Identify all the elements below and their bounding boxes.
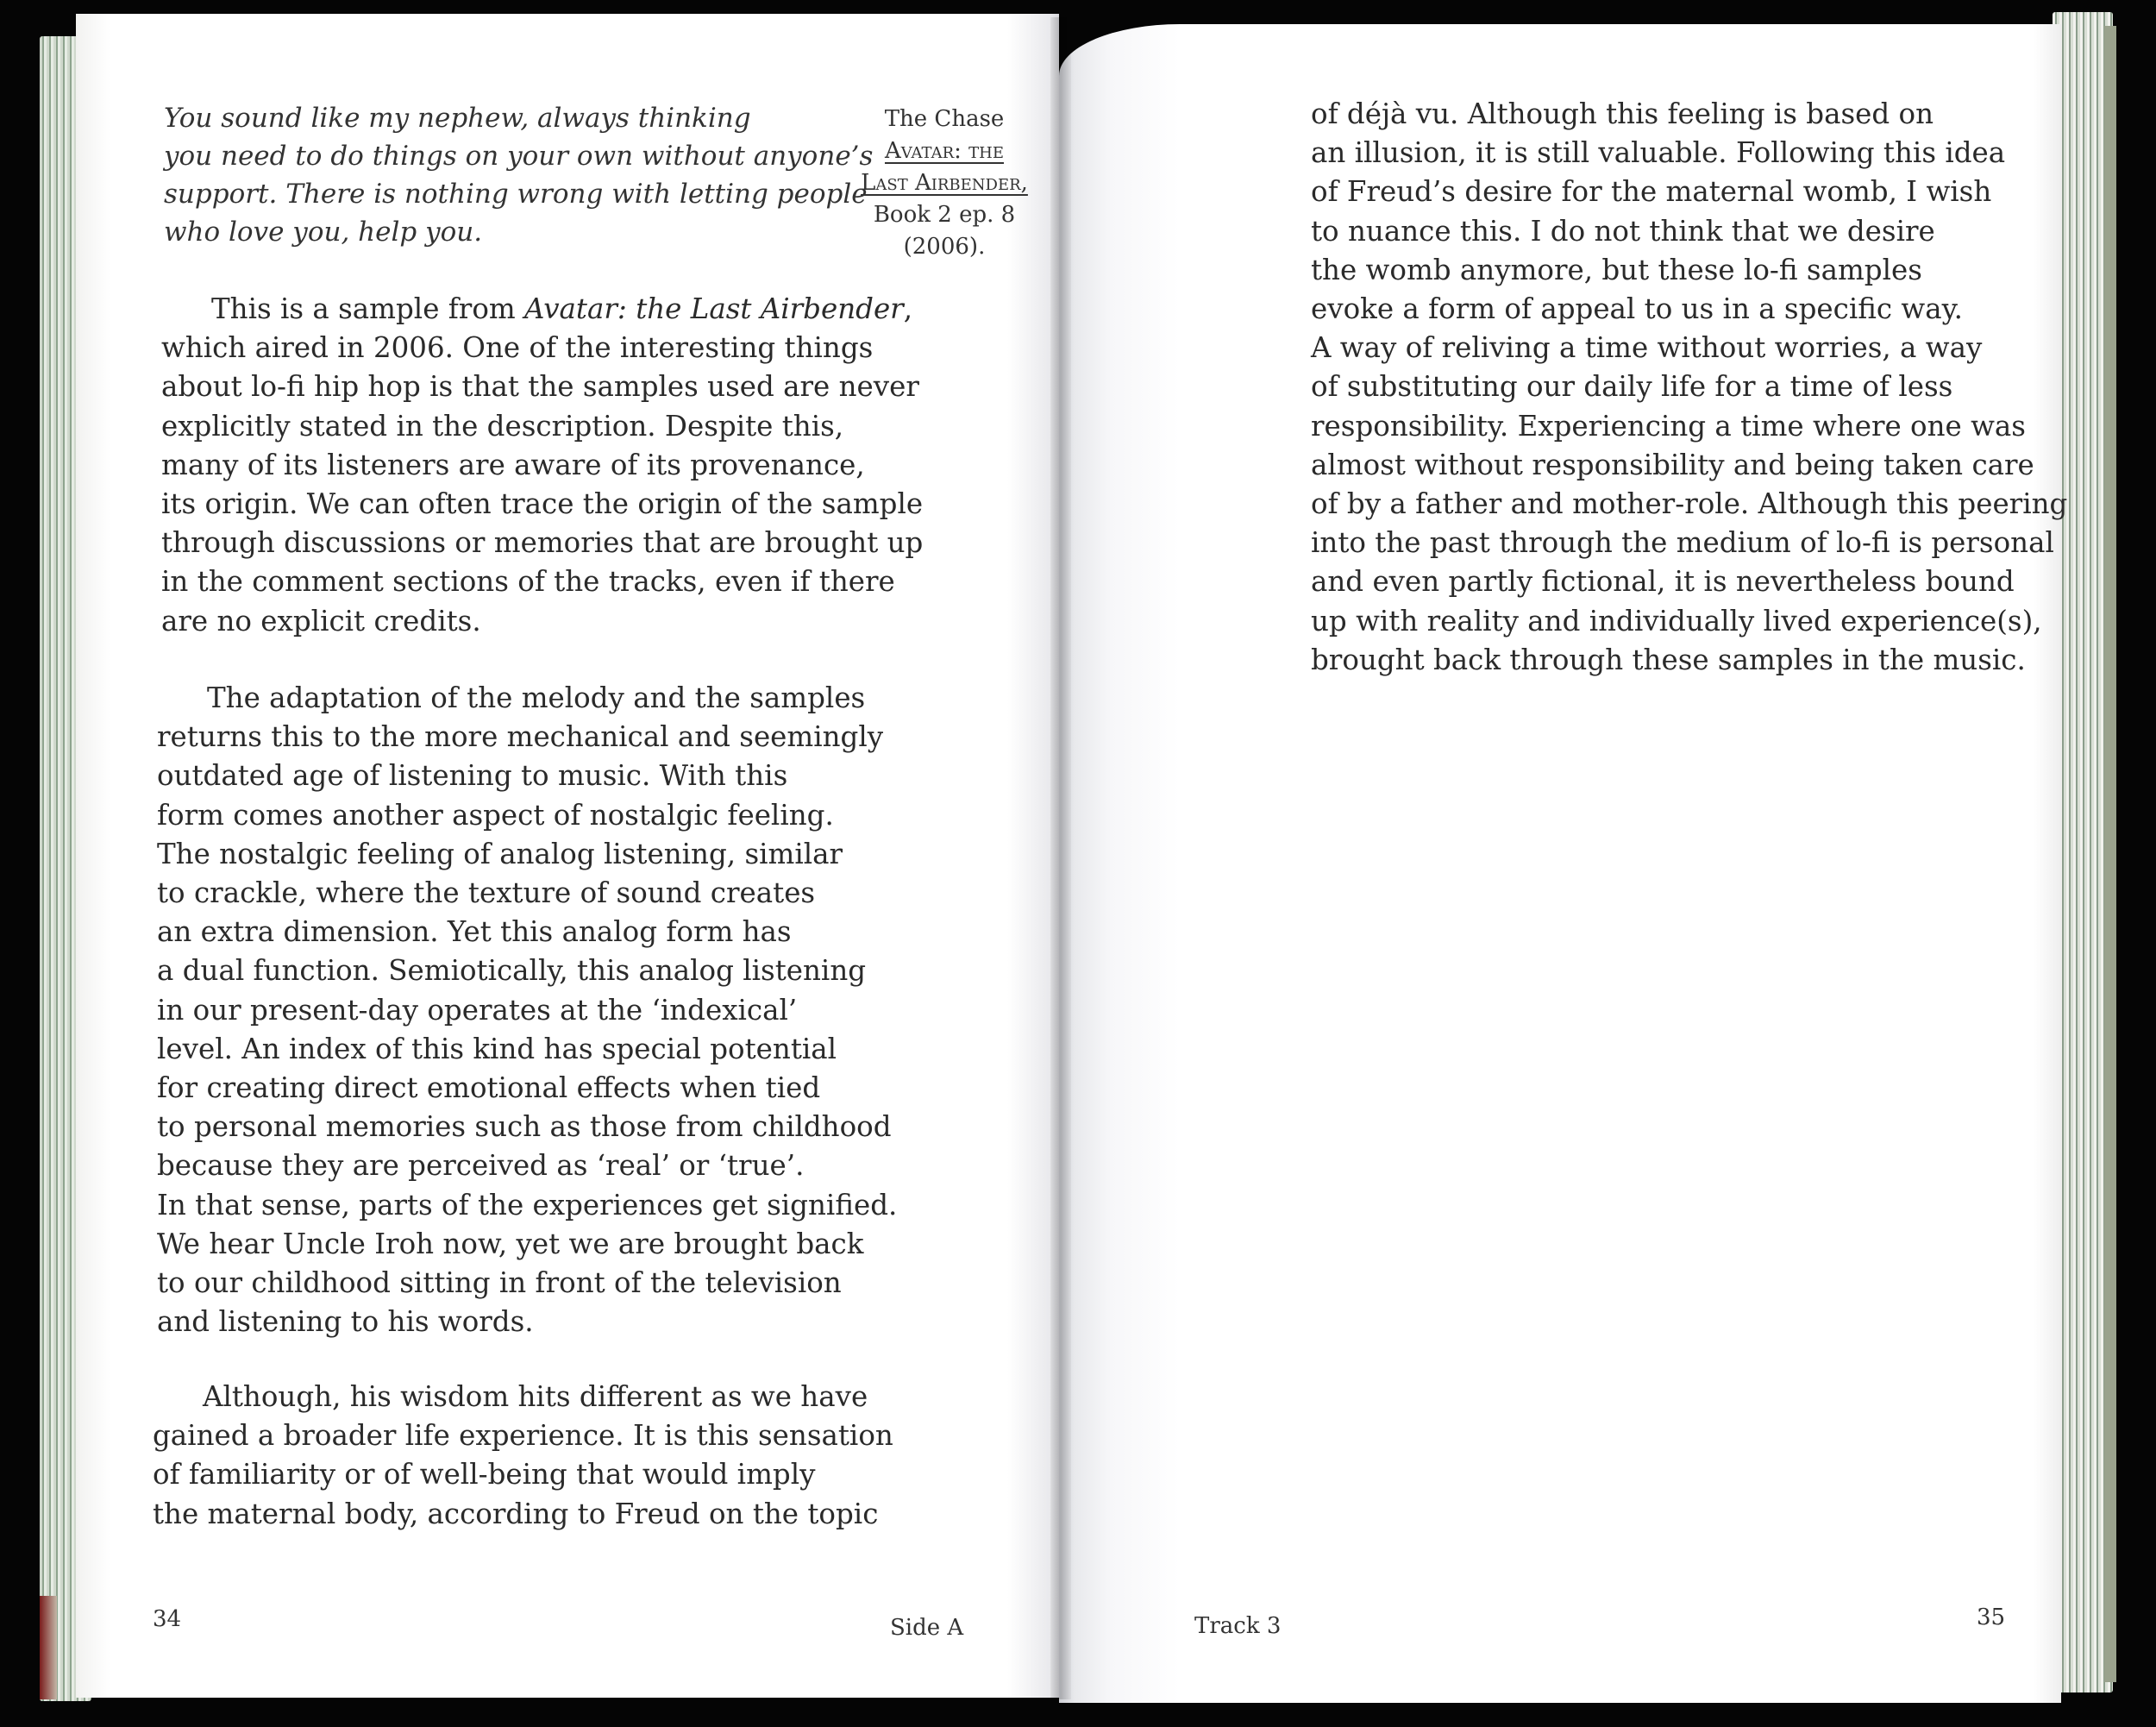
paragraph-line: into the past through the medium of lo-fi is personal — [1311, 526, 2054, 560]
running-footer-left: Side A — [890, 1615, 964, 1641]
paragraph-line: The adaptation of the melody and the samples — [207, 681, 866, 714]
paragraph-line: We hear Uncle Iroh now, yet we are brought back — [157, 1227, 864, 1260]
paragraph-line — [161, 290, 923, 329]
paragraph-line: and even partly fictional, it is nevertheless bound — [1311, 565, 2015, 599]
paragraph-line: of familiarity or of well-being that would imply — [153, 1458, 816, 1492]
paragraph-line: to personal memories such as those from childhood — [157, 1110, 892, 1144]
page-number-right: 35 — [1977, 1605, 2006, 1630]
paragraph-line: to crackle, where the texture of sound creates — [157, 876, 816, 910]
paragraph-line: of Freud’s desire for the maternal womb, I wish — [1311, 175, 1992, 209]
paragraph-line: In that sense, parts of the experiences get signified. — [157, 1188, 898, 1221]
sidenote-line: Book 2 ep. 8 — [873, 202, 1016, 228]
paragraph-line: an extra dimension. Yet this analog form has — [157, 915, 792, 949]
running-footer-right: Track 3 — [1194, 1613, 1282, 1639]
paragraph-3 — [153, 1378, 893, 1534]
paragraph-line: brought back through these samples in the music. — [1311, 643, 2026, 676]
paragraph-line: of by a father and mother-role. Although this peering — [1311, 487, 2068, 521]
paragraph-line: of déjà vu. Although this feeling is based on — [1311, 97, 1934, 130]
line-prefix: This is a sample from — [211, 292, 525, 325]
paragraph-line: almost without responsibility and being taken care — [1311, 448, 2034, 481]
paragraph-line: because they are perceived as ‘real’ or ‘true’. — [157, 1149, 805, 1183]
paragraph-line: to our childhood sitting in front of the television — [157, 1266, 842, 1300]
paragraph-line: evoke a form of appeal to us in a specific way. — [1311, 292, 1964, 326]
paragraph-line: The nostalgic feeling of analog listening, similar — [157, 837, 843, 870]
sidenote-title-line: Avatar: the — [884, 138, 1004, 164]
paragraph-line: to nuance this. I do not think that we desire — [1311, 214, 1935, 248]
paragraph-1 — [161, 290, 923, 641]
sidenote-line: (2006). — [903, 234, 986, 260]
epigraph-quote — [164, 99, 873, 251]
paragraph-line: up with reality and individually lived experience(s), — [1311, 604, 2042, 637]
sidenote-title-line: Last Airbender, — [861, 170, 1028, 196]
right-paragraph — [1311, 95, 2067, 680]
paragraph-line: responsibility. Experiencing a time where one was — [1311, 409, 2026, 443]
paragraph-line: in our present-day operates at the ‘indexical’ — [157, 993, 798, 1027]
paragraph-line: which aired in 2006. One of the interesting things — [161, 331, 874, 365]
paragraph-line: an illusion, it is still valuable. Following this idea — [1311, 136, 2006, 170]
paragraph-line: A way of reliving a time without worries, a way — [1311, 331, 1983, 365]
paragraph-line: are no explicit credits. — [161, 604, 481, 637]
paragraph-line: explicitly stated in the description. Despite this, — [161, 409, 844, 443]
paragraph-2 — [157, 679, 897, 1341]
paragraph-line: of substituting our daily life for a time of less — [1311, 370, 1953, 404]
paragraph-line: many of its listeners are aware of its provenance, — [161, 448, 865, 481]
sidenote-source — [841, 104, 1048, 263]
paragraph-line: outdated age of listening to music. With this — [157, 759, 788, 793]
paragraph-line: level. An index of this kind has special potential — [157, 1032, 837, 1065]
quote-line: you need to do things on your own without anyone’s — [164, 141, 874, 172]
quote-line: support. There is nothing wrong with letting people — [164, 179, 868, 210]
paragraph-line: the maternal body, according to Freud on the topic — [153, 1497, 879, 1530]
quote-line: You sound like my nephew, always thinking — [164, 103, 751, 134]
paragraph-line: a dual function. Semiotically, this analog listening — [157, 954, 867, 988]
paragraph-line: through discussions or memories that are brought up — [161, 526, 924, 560]
paragraph-line: the womb anymore, but these lo-fi samples — [1311, 253, 1922, 286]
paragraph-line: form comes another aspect of nostalgic feeling. — [157, 798, 834, 832]
paragraph-line: returns this to the more mechanical and seemingly — [157, 720, 884, 754]
paragraph-line: in the comment sections of the tracks, even if there — [161, 565, 895, 599]
paragraph-line: its origin. We can often trace the origin of the sample — [161, 487, 924, 521]
line-suffix: , — [903, 292, 913, 325]
book-gutter-shadow — [1050, 17, 1071, 1699]
page-number-left: 34 — [153, 1606, 182, 1632]
work-title: Avatar: the Last Airbender — [524, 292, 904, 325]
right-page-edge-shadow — [2104, 26, 2116, 1682]
paragraph-line: Although, his wisdom hits different as we have — [203, 1380, 868, 1413]
sidenote-line: The Chase — [884, 106, 1005, 132]
quote-line: who love you, help you. — [164, 217, 483, 248]
paragraph-line: and listening to his words. — [157, 1305, 534, 1339]
paragraph-line: gained a broader life experience. It is this sensation — [153, 1419, 893, 1453]
paragraph-line: for creating direct emotional effects when tied — [157, 1071, 821, 1105]
left-page-edge-accent — [40, 1596, 57, 1699]
paragraph-line: about lo-fi hip hop is that the samples used are never — [161, 370, 919, 404]
